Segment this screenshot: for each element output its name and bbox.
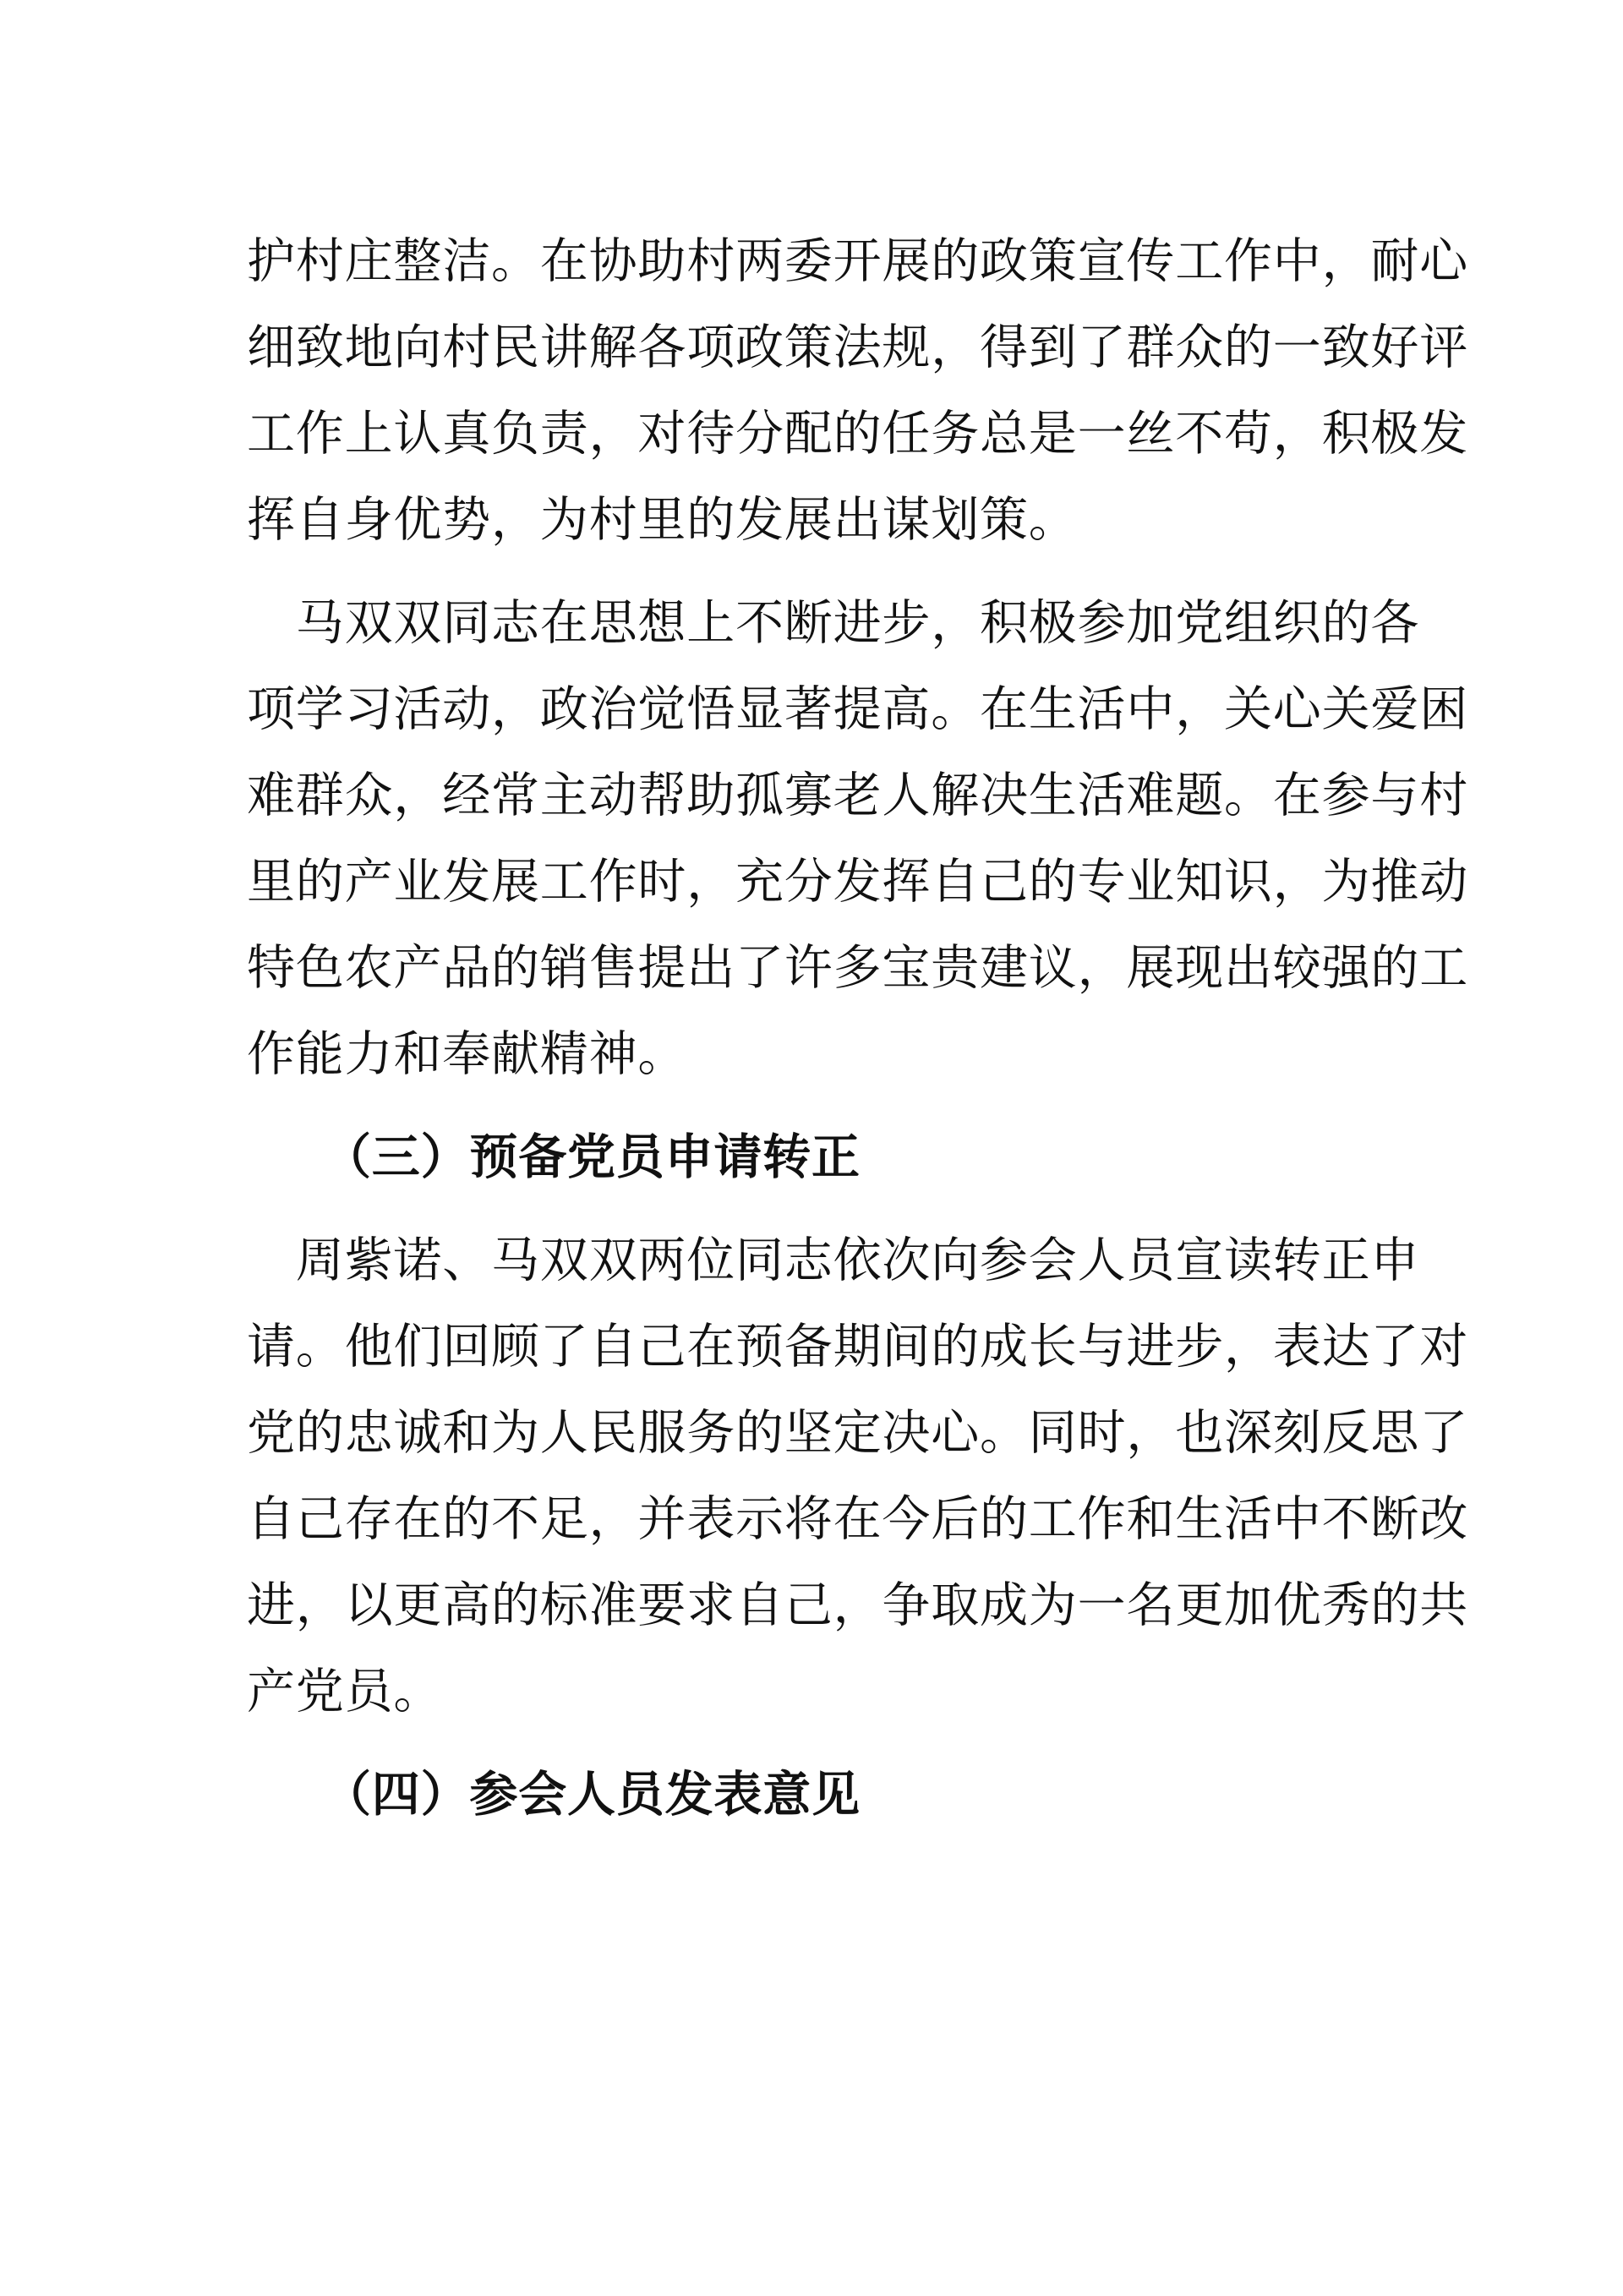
paragraph-line: 党的忠诚和为人民服务的坚定决心。同时，也深刻反思了 [247, 1405, 1468, 1461]
paragraph-line: 产党员。 [247, 1664, 443, 1719]
paragraph-line: 进，以更高的标准要求自己，争取成为一名更加优秀的共 [247, 1577, 1468, 1633]
paragraph-line: 细致地向村民讲解各项政策法规，得到了群众的一致好评 [247, 320, 1468, 375]
paragraph-line: 里的产业发展工作时，充分发挥自己的专业知识，为推动 [247, 854, 1468, 910]
paragraph-line: 挥自身优势，为村里的发展出谋划策。 [247, 492, 1078, 548]
paragraph-3 [247, 1217, 1468, 1735]
paragraph-line: 作能力和奉献精神。 [247, 1026, 687, 1082]
paragraph-line: 马双双同志在思想上不断进步，积极参加党组织的各 [247, 595, 1420, 651]
section-heading-3: （三）预备党员申请转正 [323, 1129, 861, 1185]
paragraph-line: 难群众，经常主动帮助孤寡老人解决生活难题。在参与村 [247, 768, 1468, 823]
paragraph-line: 自己存在的不足，并表示将在今后的工作和生活中不断改 [247, 1491, 1468, 1547]
paragraph-line: 特色农产品的销售提出了许多宝贵建议，展现出较强的工 [247, 940, 1468, 996]
paragraph-line: 工作上认真负责，对待分配的任务总是一丝不苟，积极发 [247, 406, 1468, 462]
document-body [247, 218, 1468, 1838]
paragraph-line: 周紫诺、马双双两位同志依次向参会人员宣读转正申 [247, 1233, 1420, 1288]
section-heading-4: （四）参会人员发表意见 [323, 1767, 861, 1823]
paragraph-line: 请。他们回顾了自己在预备期间的成长与进步，表达了对 [247, 1319, 1468, 1375]
paragraph-2 [247, 580, 1468, 1097]
paragraph-1 [247, 218, 1468, 563]
paragraph-line: 护村庄整洁。在协助村两委开展的政策宣传工作中，耐心 [247, 233, 1468, 289]
paragraph-line: 项学习活动，政治觉悟显著提高。在生活中，关心关爱困 [247, 681, 1468, 737]
